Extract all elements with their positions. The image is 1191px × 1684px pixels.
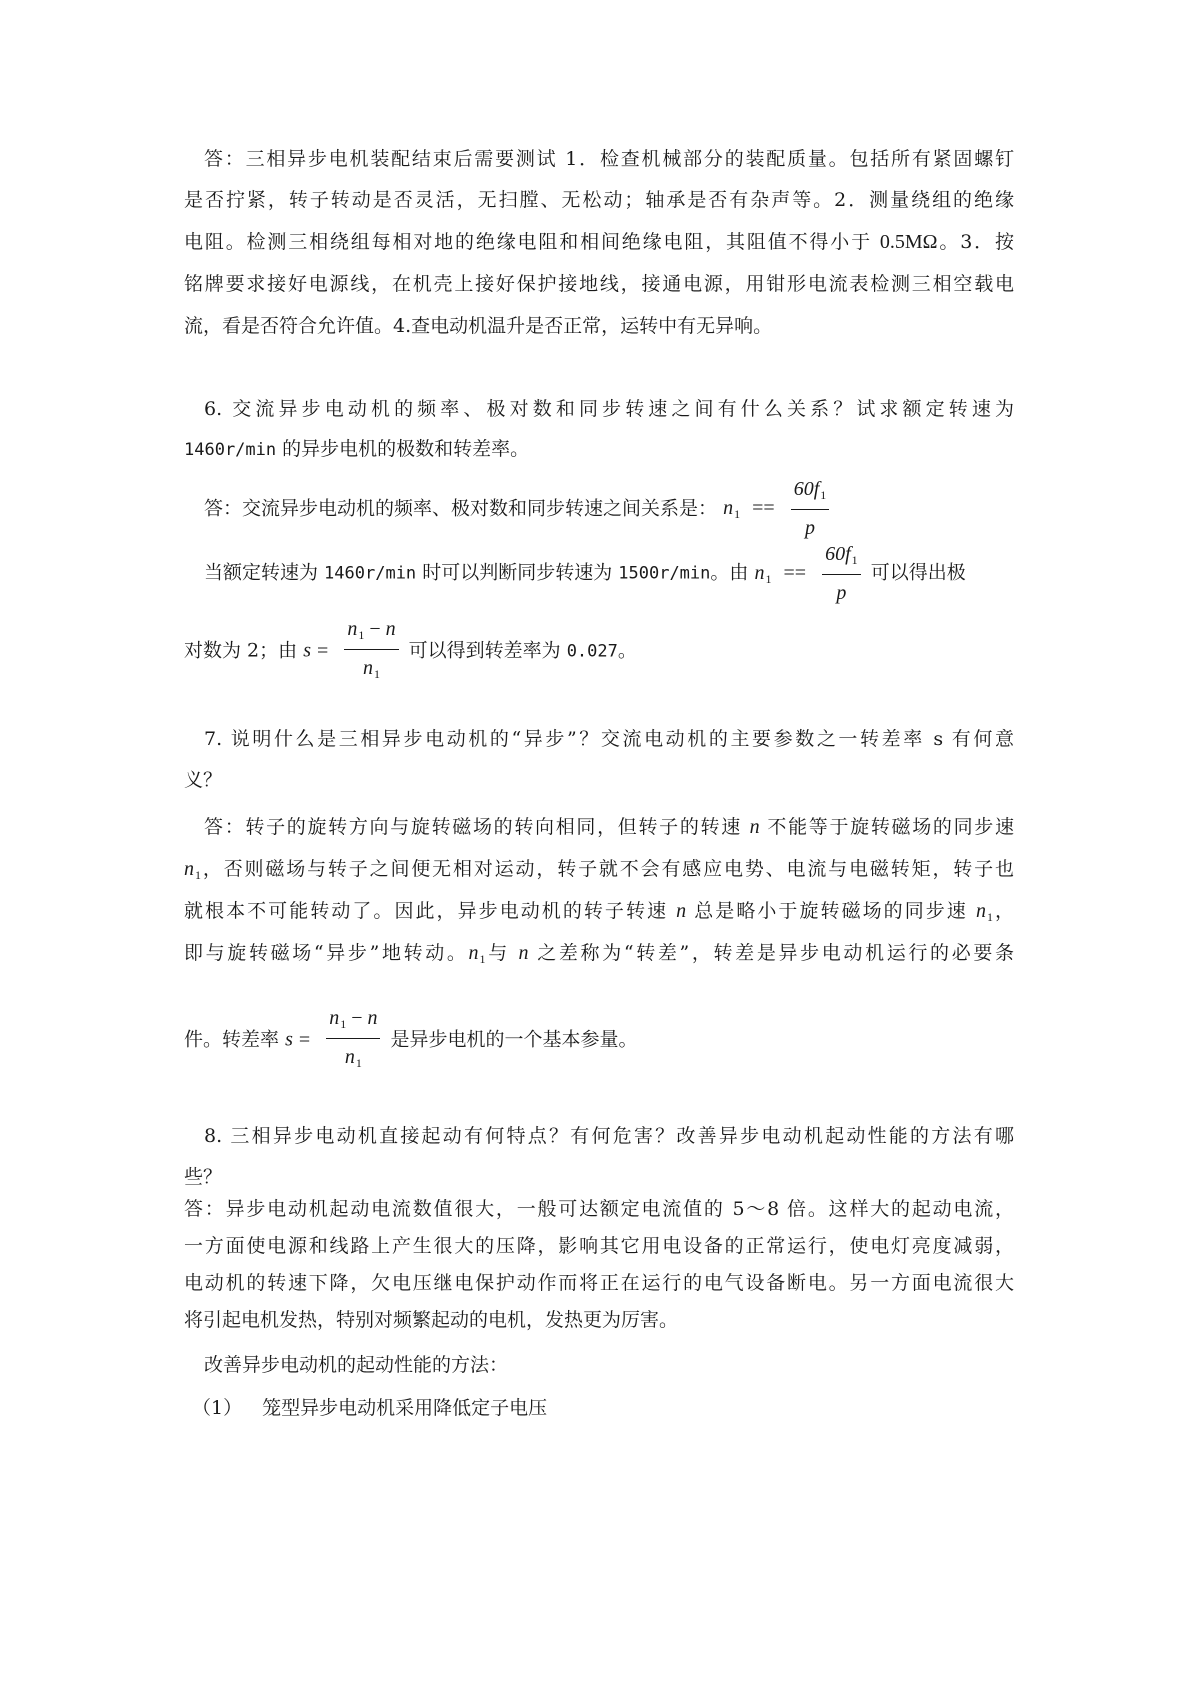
method-1-text: 笼型异步电动机采用降低定子电压: [262, 1397, 548, 1419]
sync-speed-formula-fraction: $\frac{60f_1}{p}$: [791, 477, 830, 540]
q8-question-line-1: 8. 三相异步电动机直接起动有何特点？有何危害？改善异步电动机起动性能的方法有哪: [204, 1125, 1014, 1147]
q5-answer-line-2: 是否拧紧，转子转动是否灵活，无扫膛、无松动；轴承是否有杂声等。2．测量绕组的绝缘: [184, 189, 1014, 211]
q7-answer-line-2: $n_1$，否则磁场与转子之间便无相对运动，转子就不会有感应电势、电流与电磁转矩，转子也: [184, 858, 1014, 882]
q8-answer-line-4: 将引起电机发热，特别对频繁起动的电机，发热更为厉害。: [184, 1309, 679, 1331]
q7-question-line-1: 7. 说明什么是三相异步电动机的“异步”？交流电动机的主要参数之一转差率 s 有何意: [204, 728, 1014, 750]
q8-answer-line-3: 电动机的转速下降，欠电压继电保护动作而将正在运行的电气设备断电。另一方面电流很大: [184, 1272, 1014, 1294]
q8-answer-line-2: 一方面使电源和线路上产生很大的压降，影响其它用电设备的正常运行，使电灯亮度减弱，: [184, 1235, 1014, 1257]
q7-answer-line-5: 件。转差率 s = $\frac{n_1 - n}{n_1}$ 是异步电机的一个基本参量。: [184, 1006, 638, 1075]
q8-question-line-2: 些？: [184, 1166, 223, 1188]
q6-answer-line-3: 对数为 2；由 s = $\frac{n_1 - n}{n_1}$ 可以得到转差率为 0.027。: [184, 617, 637, 686]
s-symbol: s: [303, 639, 311, 662]
q5-answer-line-5: 流，看是否符合允许值。4.查电动机温升是否正常，运转中有无异响。: [184, 315, 773, 337]
q5-answer-line-4: 铭牌要求接好电源线，在机壳上接好保护接地线，接通电源，用钳形电流表检测三相空载电: [184, 273, 1014, 295]
q6-answer-line-1: 答：交流异步电动机的频率、极对数和同步转速之间关系是： $n_1$ == $\frac{60f_1}{p}$: [204, 477, 833, 540]
n1-symbol: $n_1$: [723, 496, 741, 521]
q7-question-line-2: 义？: [184, 769, 223, 791]
equals-symbol: ==: [783, 561, 807, 584]
slip-formula-fraction: $\frac{n_1 - n}{n_1}$: [326, 1006, 380, 1075]
q5-answer-line-3: 电阻。检测三相绕组每相对地的绝缘电阻和相间绝缘电阻，其阻值不得小于 0.5MΩ。3．按: [184, 231, 1014, 253]
q8-methods-title: 改善异步电动机的起动性能的方法：: [204, 1354, 509, 1376]
s-symbol: s: [285, 1028, 293, 1051]
method-1-number: （1）: [192, 1397, 243, 1419]
q8-method-1: [192, 1395, 547, 1421]
n1-symbol: $n_1$: [754, 561, 772, 586]
q7-answer-line-4: 即与旋转磁场“异步”地转动。$n_1$与 n 之差称为“转差”，转差是异步电动机运行的必要条: [184, 942, 1014, 966]
q5-answer-line-1: 答：三相异步电机装配结束后需要测试 1．检查机械部分的装配质量。包括所有紧固螺钉: [204, 148, 1014, 170]
equals-symbol: ==: [752, 496, 775, 519]
q6-question-line-1: 6. 交流异步电动机的频率、极对数和同步转速之间有什么关系？试求额定转速为: [204, 398, 1014, 420]
q7-answer-line-3: 就根本不可能转动了。因此，异步电动机的转子转速 n 总是略小于旋转磁场的同步速 $n_1$，: [184, 900, 1014, 924]
q6-answer-line-2: 当额定转速为 1460r/min 时可以判断同步转速为 1500r/min。由 $n_1$ == $\frac{60f_1}{p}$ 可以得出极: [204, 543, 966, 604]
slip-formula-fraction: $\frac{n_1 - n}{n_1}$: [344, 617, 398, 686]
q7-answer-line-1: 答：转子的旋转方向与旋转磁场的转向相同，但转子的转速 n 不能等于旋转磁场的同步速: [204, 816, 1014, 838]
q6-question-line-2: 1460r/min 的异步电机的极数和转差率。: [184, 438, 530, 460]
q8-answer-line-1: 答：异步电动机起动电流数值很大，一般可达额定电流值的 5～8 倍。这样大的起动电流，: [184, 1198, 1014, 1220]
sync-speed-formula-fraction: $\frac{60f_1}{p}$: [822, 542, 861, 605]
